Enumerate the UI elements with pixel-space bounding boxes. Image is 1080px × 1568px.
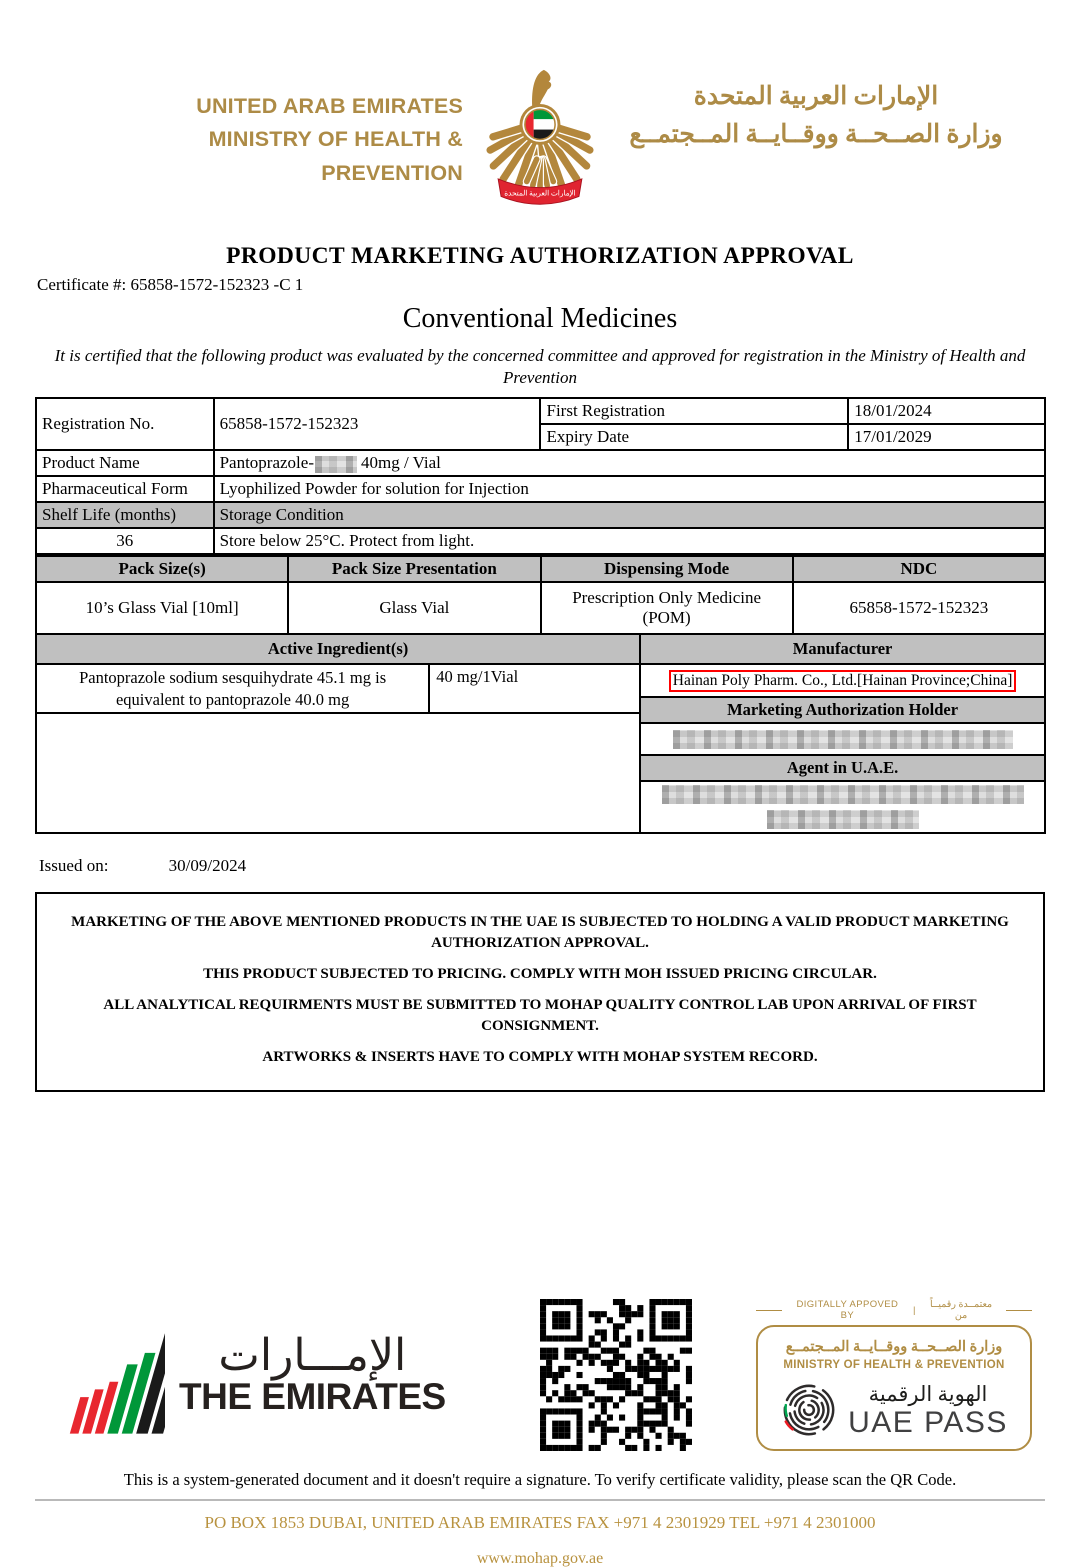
product-name-label: Product Name	[36, 450, 214, 476]
empty-cell	[37, 714, 639, 832]
qr-code-graphic	[540, 1299, 692, 1451]
table-row	[37, 665, 639, 714]
manufacturer-section	[641, 665, 1044, 832]
header-ministry-ar: وزارة الصــحــة ووقــايــة المــجتمــع	[629, 120, 1003, 148]
uae-pass-label: UAE PASS	[848, 1405, 1008, 1439]
ministry-name-english	[65, 66, 463, 190]
fingerprint-icon	[780, 1381, 838, 1439]
dash-decoration	[756, 1310, 782, 1311]
ndc-value: 65858-1572-152323	[793, 582, 1045, 634]
table-row	[36, 528, 1045, 554]
approved-by-english: DIGITALLY APPOVED BY	[796, 1299, 899, 1322]
issued-on-line	[39, 856, 1080, 876]
table-row	[36, 450, 1045, 476]
notice-box	[35, 892, 1045, 1092]
registration-table	[35, 397, 1046, 555]
registration-no-value: 65858-1572-152323	[214, 398, 541, 450]
footer-address: PO BOX 1853 DUBAI, UNITED ARAB EMIRATES FAX +971 4 2301929 TEL +971 4 2301000	[204, 1513, 876, 1533]
notice-line: MARKETING OF THE ABOVE MENTIONED PRODUCTS IN THE UAE IS SUBJECTED TO HOLDING A VALID PRODUCT MARKETING AUTHORIZATION APPROVAL.	[71, 914, 1009, 952]
document-subtitle: Conventional Medicines	[402, 303, 678, 334]
pack-table	[35, 555, 1046, 635]
digitally-approved-line	[756, 1299, 1032, 1321]
redacted-block	[767, 810, 919, 829]
redacted-block	[662, 785, 1024, 804]
footer-website: www.mohap.gov.ae	[476, 1550, 604, 1568]
ministry-arabic-label: وزارة الصــحــة ووقــايــة المــجتمــع	[785, 1339, 1003, 1356]
dispensing-mode-header: Dispensing Mode	[541, 556, 793, 582]
mah-header: Marketing Authorization Holder	[641, 696, 1044, 724]
shelf-life-label: Shelf Life (months)	[36, 502, 214, 528]
first-registration-label: First Registration	[540, 398, 848, 424]
mah-value-redacted	[641, 724, 1044, 754]
active-ingredient-section	[37, 665, 641, 832]
storage-condition-value: Store below 25°C. Protect from light.	[214, 528, 1045, 554]
digital-identity-arabic: الهوية الرقمية	[868, 1381, 988, 1406]
product-name-value	[214, 450, 1045, 476]
emirates-stripes-icon	[40, 1301, 165, 1449]
agent-header: Agent in U.A.E.	[641, 754, 1044, 782]
uae-pass-wordmark	[848, 1382, 1008, 1439]
issued-on-label: Issued on:	[39, 856, 109, 876]
table-row	[37, 635, 1044, 665]
ingredient-table-body	[37, 665, 1044, 832]
shelf-life-value: 36	[36, 528, 214, 554]
header-country-en: UNITED ARAB EMIRATES	[196, 94, 463, 118]
emirates-wordmark	[179, 1330, 446, 1417]
header-country-ar: الإمارات العربية المتحدة	[693, 83, 939, 110]
ndc-header: NDC	[793, 556, 1045, 582]
pharmaceutical-form-value: Lyophilized Powder for solution for Injection	[214, 476, 1045, 502]
notice-line: THIS PRODUCT SUBJECTED TO PRICING. COMPLY WITH MOH ISSUED PRICING CIRCULAR.	[203, 966, 877, 983]
certificate-number-label: Certificate #:	[37, 275, 127, 294]
pack-size-header: Pack Size(s)	[36, 556, 288, 582]
system-generated-note: This is a system-generated document and it doesn't require a signature. To verify certificate validity, please scan the QR Code.	[123, 1470, 957, 1490]
falcon-emblem-graphic	[481, 66, 599, 212]
manufacturer-value	[641, 665, 1044, 696]
dispensing-mode-value: Prescription Only Medicine (POM)	[541, 582, 793, 634]
strength-value: 40 mg/1Vial	[436, 667, 519, 687]
header-ministry-en: MINISTRY OF HEALTH & PREVENTION	[208, 127, 463, 185]
approved-by-separator: |	[912, 1304, 916, 1316]
table-row	[36, 502, 1045, 528]
active-ingredient-value: Pantoprazole sodium sesquihydrate 45.1 mg is equivalent to pantoprazole 40.0 mg	[37, 665, 430, 712]
qr-code	[540, 1299, 692, 1451]
table-row	[36, 582, 1045, 634]
footer-divider	[35, 1499, 1045, 1501]
uae-pass-box	[756, 1325, 1032, 1451]
certification-statement: It is certified that the following product was evaluated by the concerned committee and approved for registration in the Ministry of Health and Prevention	[54, 346, 1026, 388]
active-ingredient-header: Active Ingredient(s)	[37, 635, 641, 663]
ministry-header	[0, 0, 1080, 217]
storage-condition-label: Storage Condition	[214, 502, 1045, 528]
emirates-english-label: THE EMIRATES	[179, 1375, 446, 1417]
page-title: PRODUCT MARKETING AUTHORIZATION APPROVAL	[226, 243, 854, 269]
emblem-banner-text: الإمارات العربية المتحدة	[504, 188, 576, 198]
emirates-arabic-label: الإمـــارات	[218, 1330, 407, 1380]
table-row	[36, 556, 1045, 582]
notice-line: ARTWORKS & INSERTS HAVE TO COMPLY WITH MOHAP SYSTEM RECORD.	[262, 1049, 818, 1066]
manufacturer-header: Manufacturer	[641, 635, 1044, 663]
expiry-date-value: 17/01/2029	[848, 424, 1045, 450]
manufacturer-highlight-box: Hainan Poly Pharm. Co., Ltd.[Hainan Province;China]	[669, 670, 1017, 692]
redacted-block	[315, 456, 357, 473]
approved-by-arabic: معتمــدة رقميــاً من	[929, 1299, 993, 1322]
agent-value-redacted	[641, 782, 1044, 832]
uae-pass-badge	[756, 1299, 1032, 1451]
the-emirates-logo	[40, 1301, 446, 1449]
expiry-date-label: Expiry Date	[540, 424, 848, 450]
ministry-english-label: MINISTRY OF HEALTH & PREVENTION	[783, 1359, 1005, 1372]
product-name-suffix: 40mg / Vial	[360, 453, 441, 473]
uae-pass-identity-row	[764, 1381, 1024, 1439]
ingredient-manufacturer-table	[35, 635, 1046, 834]
ministry-name-arabic	[617, 66, 1015, 153]
notice-line: ALL ANALYTICAL REQUIRMENTS MUST BE SUBMITTED TO MOHAP QUALITY CONTROL LAB UPON ARRIVAL OF FIRST CONSIGNMENT.	[103, 997, 977, 1035]
first-registration-value: 18/01/2024	[848, 398, 1045, 424]
footer-logos	[40, 1294, 1032, 1456]
dash-decoration	[1006, 1310, 1032, 1311]
table-row	[36, 476, 1045, 502]
certificate-number	[37, 275, 1080, 295]
product-name-prefix: Pantoprazole-	[219, 453, 314, 473]
pack-presentation-value: Glass Vial	[288, 582, 540, 634]
pack-size-value: 10’s Glass Vial [10ml]	[36, 582, 288, 634]
issued-on-value: 30/09/2024	[168, 856, 247, 876]
pharmaceutical-form-label: Pharmaceutical Form	[36, 476, 214, 502]
uae-falcon-emblem-icon	[481, 66, 599, 217]
pack-presentation-header: Pack Size Presentation	[288, 556, 540, 582]
registration-no-label: Registration No.	[36, 398, 214, 450]
table-row	[36, 398, 1045, 424]
redacted-block	[673, 730, 1013, 749]
certificate-number-value: 65858-1572-152323 -C 1	[130, 275, 304, 294]
